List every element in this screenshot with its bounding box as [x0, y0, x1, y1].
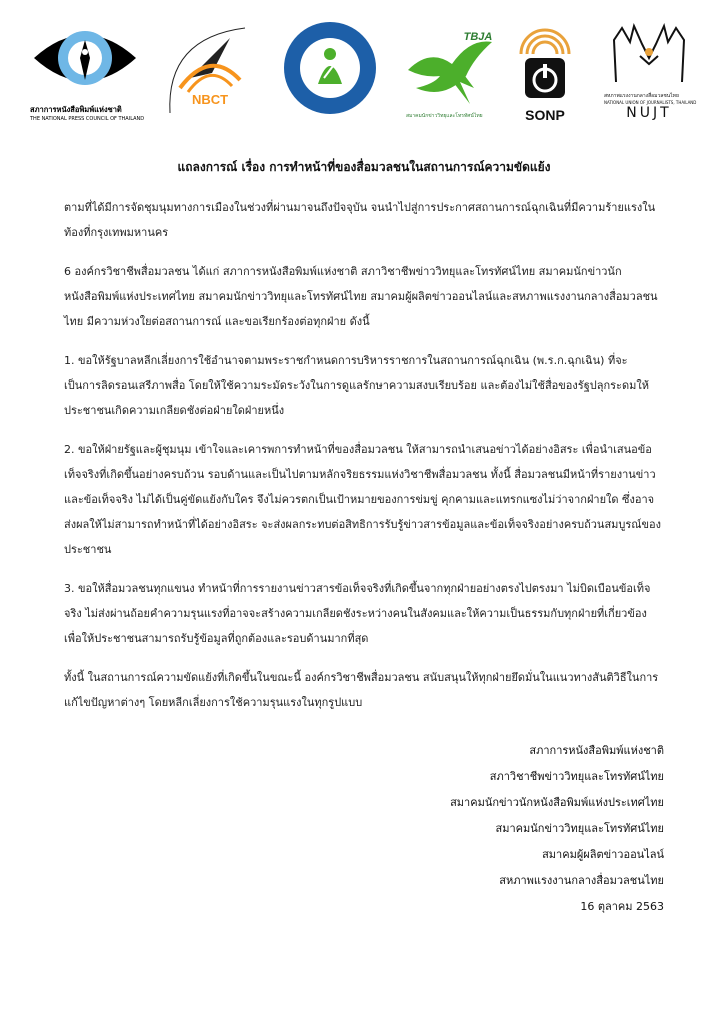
- paragraph-closing: ทั้งนี้ ในสถานการณ์ความขัดแย้งที่เกิดขึ้นในขณะนี้ องค์กรวิชาชีพสื่อมวลชน สนับสนุนให้ทุกฝ่ายยึดมั่นในแนวทางสันติวิธีในการแก้ไขปัญหาต่างๆ โดยหลีกเลี่ยงการใช้ความรุนแรงในทุกรูปแบบ: [64, 671, 659, 709]
- signatory: สภาการหนังสือพิมพ์แห่งชาติ: [529, 744, 664, 757]
- tja-emblem-icon: [280, 18, 380, 118]
- paragraph-intro: ตามที่ได้มีการจัดชุมนุมทางการเมืองในช่วงที่ผ่านมาจนถึงปัจจุบัน จนนำไปสู่การประกาศสถานการณ์ฉุกเฉินที่มีความร้ายแรงในท้องที่กรุงเทพมหานคร: [64, 201, 656, 239]
- hands-icon: [604, 18, 694, 88]
- nujt-logo: [604, 18, 697, 128]
- tbja-thai: สมาคมนักข่าววิทยุและโทรทัศน์ไทย: [406, 113, 483, 119]
- signatory-list: [450, 738, 664, 920]
- paragraph-demand-1: 1. ขอให้รัฐบาลหลีกเลี่ยงการใช้อำนาจตามพระราชกำหนดการบริหารราชการในสถานการณ์ฉุกเฉิน (พ.ร.ก.ฉุกเฉิน) ที่จะเป็นการลิดรอนเสรีภาพสื่อ โดยให้ใช้ความระมัดระวังในการดูแลรักษาความสงบเรียบร้อย และต้องไม่ใช้สื่อของรัฐปลุกระดมให้ประชาชนเกิดความเกลียดชังต่อฝ่ายใดฝ่ายหนึ่ง: [64, 354, 649, 417]
- paragraph-demand-2: 2. ขอให้ฝ่ายรัฐและผู้ชุมนุม เข้าใจและเคารพการทำหน้าที่ของสื่อมวลชน ให้สามารถนำเสนอข่าวได้อย่างอิสระ เพื่อนำเสนอข้อเท็จจริงที่เกิดขึ้นอย่างครบถ้วน รอบด้านและเป็นไปตามหลักจริยธรรมแห่งวิชาชีพสื่อมวลชน ทั้งนี้ สื่อมวลชนมีหน้าที่รายงานข่าวและข้อเท็จจริง ไม่ได้เป็นคู่ขัดแย้งกับใคร จึงไม่ควรตกเป็นเป้าหมายของการข่มขู่ คุกคามและแทรกแซงไม่ว่าจากฝ่ายใด ซึ่งอาจส่งผลให้ไม่สามารถทำหน้าที่ได้อย่างอิสระ จะส่งผลกระทบต่อสิทธิการรับรู้ข่าวสารข้อมูลและข้อเท็จจริงอย่างครบถ้วนสมบูรณ์ของประชาชน: [64, 443, 662, 556]
- bird-icon: [400, 18, 500, 108]
- sonp-text: SONP: [525, 107, 565, 123]
- nujt-text: NUJT: [626, 105, 672, 121]
- signatory: สหภาพแรงงานกลางสื่อมวลชนไทย: [499, 874, 664, 887]
- press-council-eng: THE NATIONAL PRESS COUNCIL OF THAILAND: [30, 116, 145, 122]
- nujt-eng: NATIONAL UNION OF JOURNALISTS, THAILAND: [604, 100, 697, 105]
- statement-title: แถลงการณ์ เรื่อง การทำหน้าที่ของสื่อมวลชนในสถานการณ์ความขัดแย้ง: [177, 160, 551, 174]
- tbja-text: TBJA: [463, 31, 493, 43]
- paragraph-demand-3: 3. ขอให้สื่อมวลชนทุกแขนง ทำหน้าที่การรายงานข่าวสารข้อเท็จจริงที่เกิดขึ้นจากทุกฝ่ายอย่างตรงไปตรงมา ไม่บิดเบือนข้อเท็จจริง ไม่ส่งผ่านถ้อยคำความรุนแรงที่อาจจะสร้างความเกลียดชังระหว่างคนในสังคมและให้ความเป็นธรรมกับทุกฝ่ายที่เกี่ยวข้อง เพื่อให้ประชาชนสามารถรับรู้ข้อมูลที่ถูกต้องและรอบด้านมากที่สุด: [64, 582, 651, 645]
- tbja-logo: [400, 18, 500, 128]
- press-council-thai: สภาการหนังสือพิมพ์แห่งชาติ: [30, 105, 122, 114]
- logo-strip: [0, 18, 724, 138]
- power-icon: [515, 18, 575, 103]
- nbct-emblem-icon: [160, 18, 260, 128]
- press-council-logo: [30, 18, 145, 128]
- sonp-logo: [515, 18, 575, 128]
- statement-body: [64, 158, 664, 729]
- nbct-text: NBCT: [191, 92, 229, 107]
- nbct-logo: [160, 18, 260, 128]
- eye-icon: [30, 18, 140, 98]
- paragraph-organizations: 6 องค์กรวิชาชีพสื่อมวลชน ได้แก่ สภาการหนังสือพิมพ์แห่งชาติ สภาวิชาชีพข่าววิทยุและโทรทัศน์ไทย สมาคมนักข่าวนักหนังสือพิมพ์แห่งประเทศไทย สมาคมนักข่าววิทยุและโทรทัศน์ไทย สมาคมผู้ผลิตข่าวออนไลน์และสหภาพแรงงานกลางสื่อมวลชนไทย มีความห่วงใยต่อสถานการณ์ และขอเรียกร้องต่อทุกฝ่าย ดังนี้: [64, 265, 658, 328]
- statement-date: 16 ตุลาคม 2563: [580, 900, 664, 913]
- nujt-thai: สหภาพแรงงานกลางสื่อมวลชนไทย: [604, 93, 679, 99]
- signatory: สมาคมนักข่าววิทยุและโทรทัศน์ไทย: [495, 822, 664, 835]
- signatory: สมาคมผู้ผลิตข่าวออนไลน์: [542, 848, 664, 861]
- tja-logo: [280, 18, 380, 128]
- signatory: สภาวิชาชีพข่าววิทยุและโทรทัศน์ไทย: [489, 770, 664, 783]
- signatory: สมาคมนักข่าวนักหนังสือพิมพ์แห่งประเทศไทย: [450, 796, 664, 809]
